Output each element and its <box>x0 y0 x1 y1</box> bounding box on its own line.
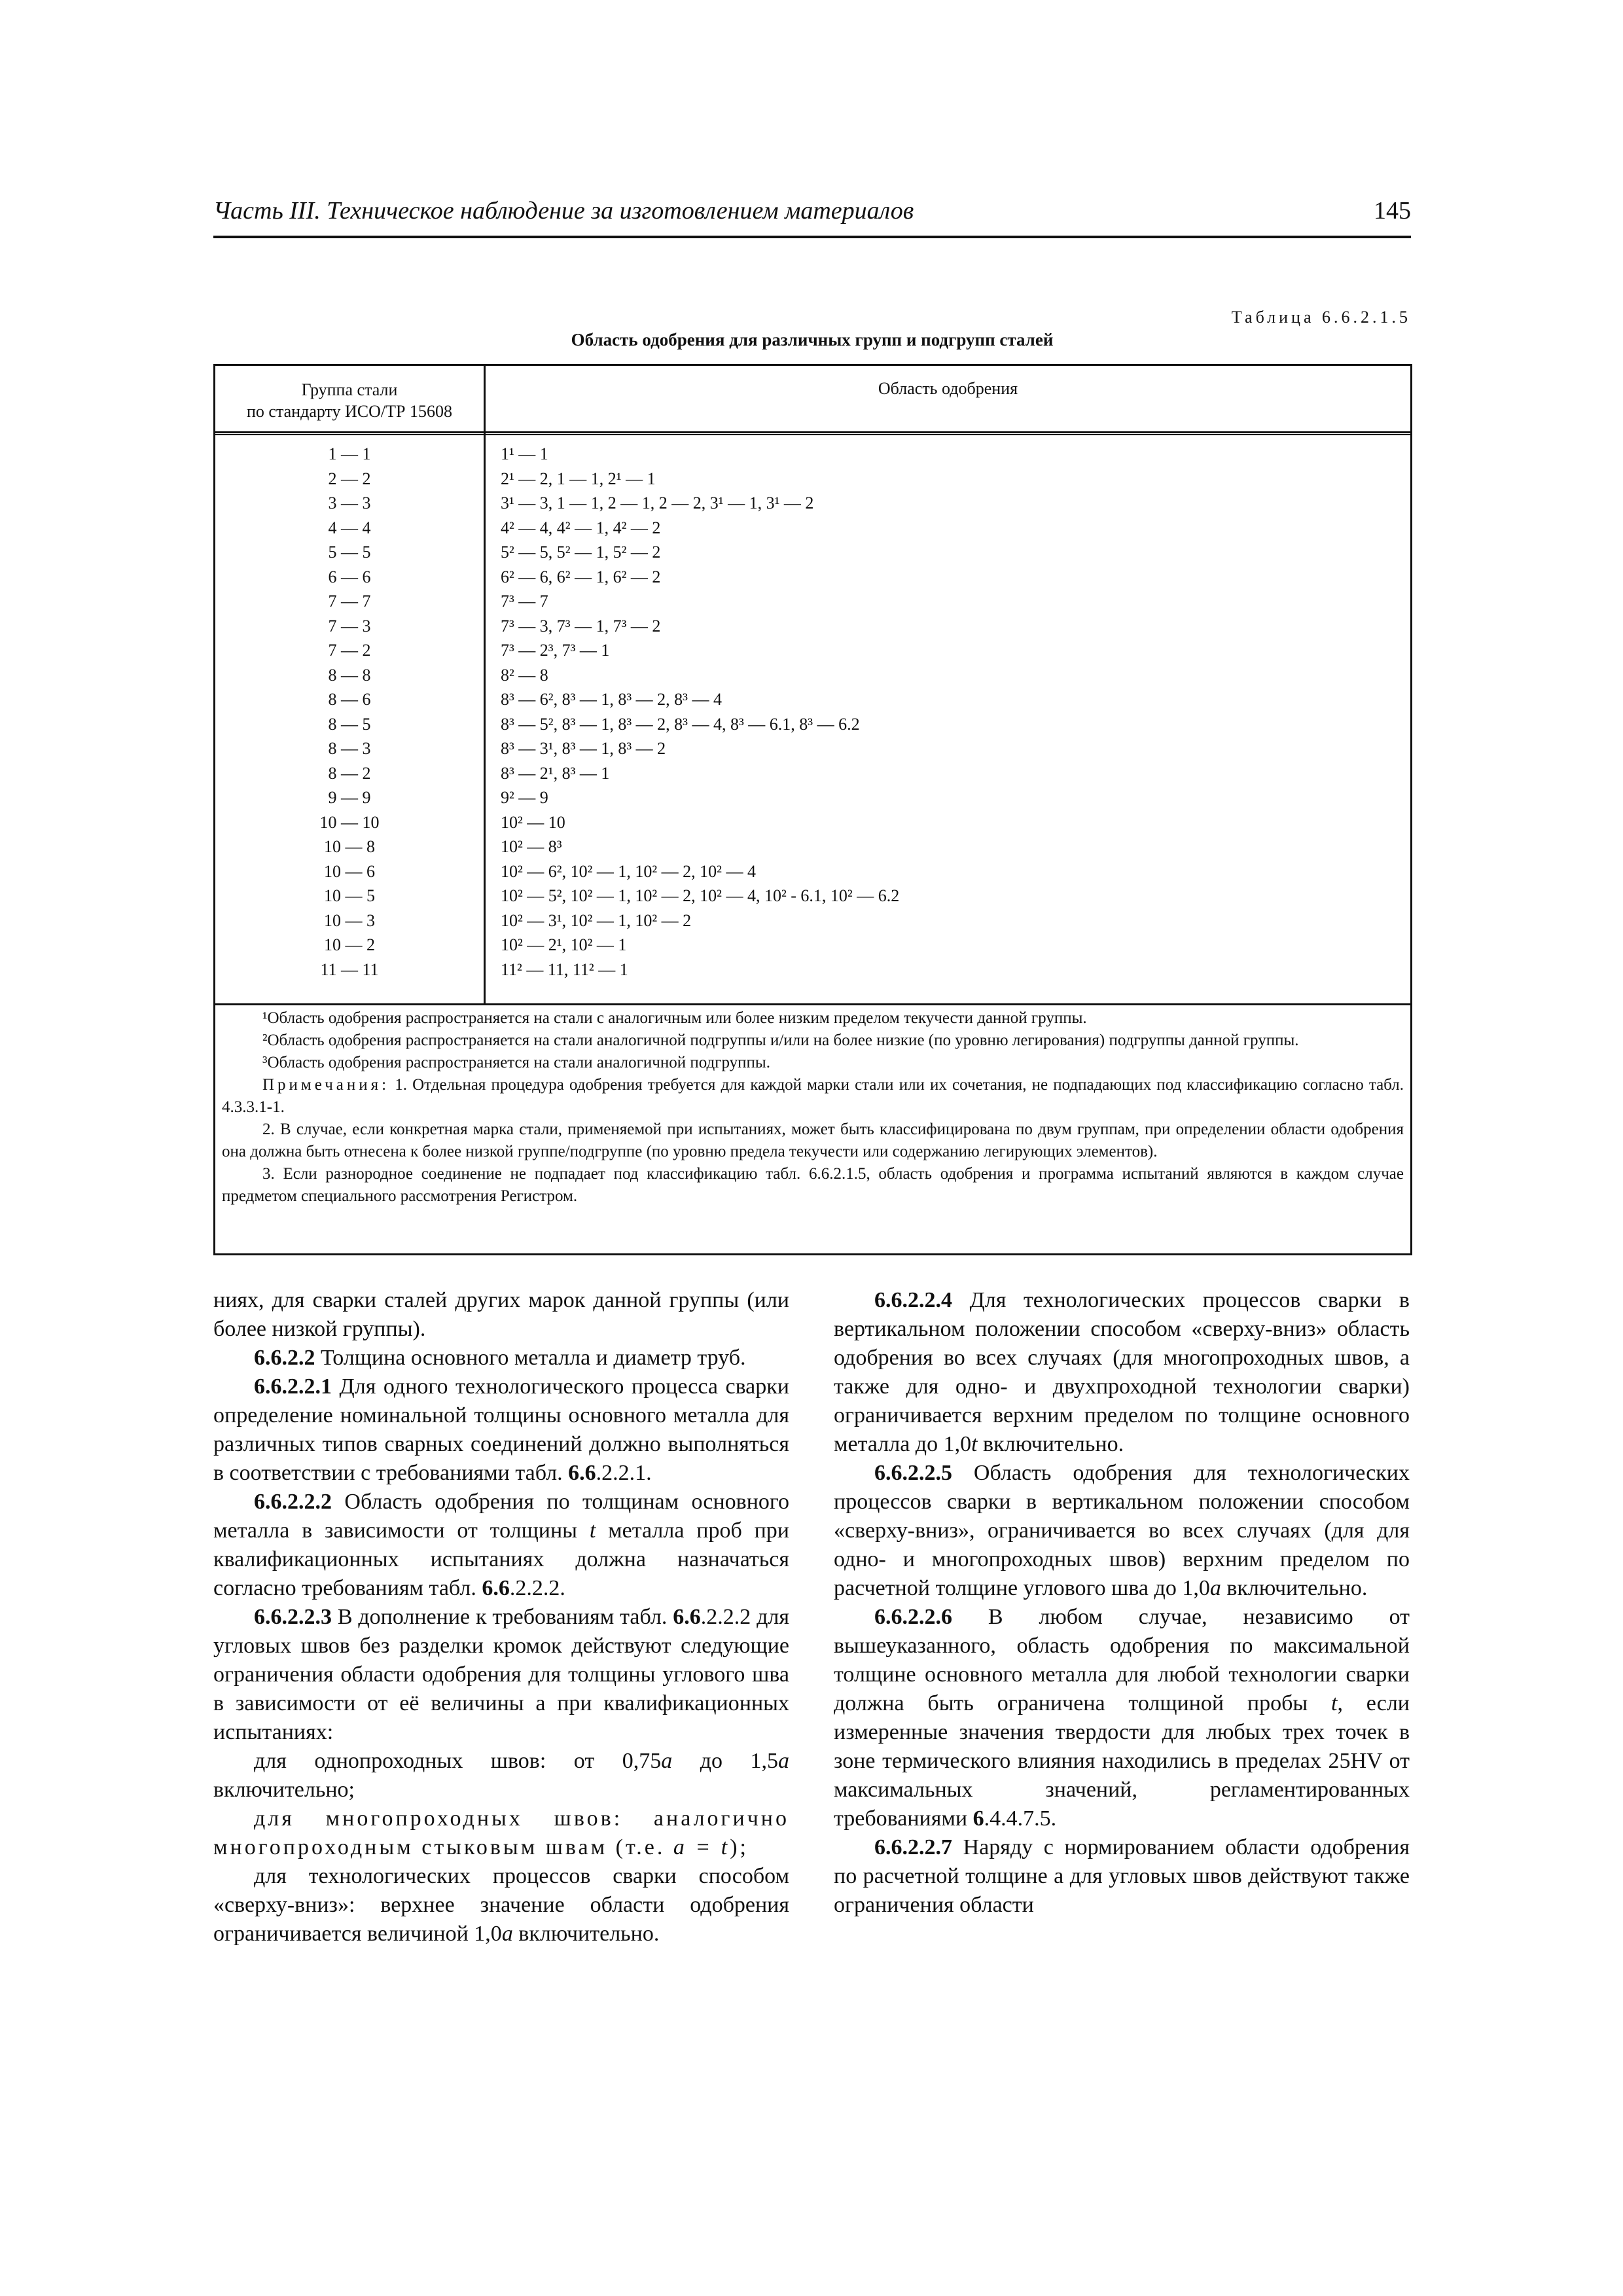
note-2: 2. В случае, если конкретная марка стали, применяемой при испытаниях, может быть классифицирована по двум группам, при определении области одобрения она должна быть отнесена к более низкой группе/подгруппе (по уровню предела текучести или содержанию легирующих элементов). <box>222 1121 1404 1160</box>
table-row <box>215 933 1410 958</box>
group-cell: 8 — 5 <box>328 714 371 734</box>
clause-number: 6.6.2.2 <box>254 1346 315 1370</box>
header-divider <box>215 431 1410 433</box>
area-cell: 7³ — 7 <box>501 592 548 611</box>
area-cell: 1¹ — 1 <box>501 444 548 463</box>
table-row <box>215 958 1410 982</box>
group-cell: 2 — 2 <box>328 469 371 488</box>
note-1: Примечания: 1. Отдельная процедура одобрения требуется для каждой марки стали или их сочетания, не подпадающих под классификацию согласно табл. 4.3.3.1-1. <box>222 1076 1404 1116</box>
area-cell: 10² — 6², 10² — 1, 10² — 2, 10² — 4 <box>501 861 756 881</box>
area-cell: 6² — 6, 6² — 1, 6² — 2 <box>501 567 661 586</box>
area-cell: 8³ — 5², 8³ — 1, 8³ — 2, 8³ — 4, 8³ — 6.1, 8³ — 6.2 <box>501 714 860 734</box>
table-footnotes <box>222 1007 1404 1208</box>
footnote-1: ¹Область одобрения распространяется на стали с аналогичным или более низким пределом текучести данной группы. <box>262 1009 1087 1027</box>
note-3: 3. Если разнородное соединение не подпадает под классификацию табл. 6.6.2.1.5, область одобрения и программа испытаний являются в каждом случае предметом специального рассмотрения Регистром. <box>222 1165 1404 1205</box>
area-cell: 3¹ — 3, 1 — 1, 2 — 1, 2 — 2, 3¹ — 1, 3¹ — 2 <box>501 493 814 512</box>
table-row <box>215 638 1410 663</box>
group-cell: 1 — 1 <box>328 444 371 463</box>
group-cell: 7 — 7 <box>328 592 371 611</box>
page-header <box>213 196 1411 238</box>
table-body <box>215 442 1410 982</box>
group-cell: 8 — 3 <box>328 739 371 758</box>
table-row <box>215 810 1410 835</box>
group-cell: 10 — 3 <box>324 910 375 930</box>
group-cell: 8 — 2 <box>328 763 371 783</box>
table-row <box>215 736 1410 761</box>
area-cell: 10² — 8³ <box>501 837 562 856</box>
page-number: 145 <box>1374 197 1411 224</box>
group-cell: 9 — 9 <box>328 788 371 807</box>
area-cell: 2¹ — 2, 1 — 1, 2¹ — 1 <box>501 469 656 488</box>
group-cell: 5 — 5 <box>328 543 371 562</box>
clause-number: 6.6.2.2.7 <box>874 1835 952 1859</box>
paragraph: 6.6.2.2.1 Для одного технологического процесса сварки определение номинальной толщины основного металла для различных типов сварных соединений должно выполняться в соответствии с требованиями табл. 6.6.2.2.1. <box>213 1374 789 1485</box>
area-cell: 8² — 8 <box>501 665 548 685</box>
group-cell: 11 — 11 <box>320 960 379 979</box>
group-cell: 10 — 5 <box>324 886 375 905</box>
table-row <box>215 663 1410 688</box>
paragraph: 6.6.2.2.3 В дополнение к требованиям табл. 6.6.2.2.2 для угловых швов без разделки кромок действуют следующие ограничения области одобрения для толщины углового шва в зависимости от её величины а при квалификационных испытаниях: <box>213 1605 790 1744</box>
paragraph: 6.6.2.2 Толщина основного металла и диаметр труб. <box>254 1346 746 1370</box>
area-cell: 11² — 11, 11² — 1 <box>501 960 628 979</box>
group-cell: 3 — 3 <box>328 493 371 512</box>
area-cell: 8³ — 6², 8³ — 1, 8³ — 2, 8³ — 4 <box>501 690 722 709</box>
group-cell: 4 — 4 <box>328 518 371 537</box>
table-row <box>215 565 1410 590</box>
clause-number: 6.6.2.2.4 <box>874 1288 952 1312</box>
area-cell: 10² — 10 <box>501 812 565 832</box>
text-column-right <box>834 1286 1410 1920</box>
group-cell: 10 — 2 <box>324 935 375 954</box>
header-divider-double <box>215 434 1410 435</box>
paragraph: 6.6.2.2.5 Область одобрения для технологических процессов сварки в вертикальном положении способом «сверху-вниз», ограничивается во всех случаях (для для одно- и многопроходных швов) верхним пределом по расчетной толщине углового шва до 1,0a включительно. <box>834 1461 1410 1600</box>
table-row <box>215 540 1410 565</box>
table-row <box>215 712 1410 737</box>
group-cell: 10 — 6 <box>324 861 375 881</box>
table-row <box>215 614 1410 639</box>
clause-number: 6.6.2.2.2 <box>254 1490 332 1514</box>
column-header-area: Область одобрения <box>878 379 1018 398</box>
area-cell: 7³ — 2³, 7³ — 1 <box>501 641 610 660</box>
group-cell: 7 — 3 <box>328 616 371 636</box>
group-cell: 6 — 6 <box>328 567 371 586</box>
running-title: Часть III. Техническое наблюдение за изготовлением материалов <box>213 197 914 224</box>
table-row <box>215 834 1410 859</box>
paragraph: ниях, для сварки сталей других марок данной группы (или более низкой группы). <box>213 1288 789 1341</box>
clause-number: 6.6.2.2.6 <box>874 1605 952 1629</box>
table-row <box>215 589 1410 614</box>
notes-label: Примечания: <box>262 1076 390 1094</box>
table-caption: Область одобрения для различных групп и подгрупп сталей <box>571 330 1054 350</box>
paragraph: 6.6.2.2.2 Область одобрения по толщинам основного металла в зависимости от толщины t металла проб при квалификационных испытаниях должна назначаться согласно требованиям табл. 6.6.2.2.2. <box>213 1490 789 1600</box>
area-cell: 4² — 4, 4² — 1, 4² — 2 <box>501 518 661 537</box>
clause-number: 6.6.2.2.5 <box>874 1461 952 1485</box>
area-cell: 9² — 9 <box>501 788 548 807</box>
clause-number: 6.6.2.2.3 <box>254 1605 332 1629</box>
footnote-divider <box>215 1003 1410 1005</box>
paragraph: 6.6.2.2.6 В любом случае, независимо от вышеуказанного, область одобрения по максимальной толщине основного металла для любой технологии сварки должна быть ограничена толщиной пробы t, если измеренные значения твердости для любых трех точек в зоне термического влияния находились в пределах 25HV от максимальных значений, регламентированных требованиями 6.4.4.7.5. <box>834 1605 1410 1831</box>
table-row <box>215 908 1410 933</box>
area-cell: 10² — 3¹, 10² — 1, 10² — 2 <box>501 910 692 930</box>
paragraph: 6.6.2.2.7 Наряду с нормированием области одобрения по расчетной толщине a для угловых швов действуют также ограничения области <box>834 1835 1410 1917</box>
paragraph: для многопроходных швов: аналогично многопроходным стыковым швам (т.е. a = t); <box>213 1806 789 1859</box>
group-cell: 10 — 8 <box>324 837 375 856</box>
table-row <box>215 859 1410 884</box>
area-cell: 10² — 5², 10² — 1, 10² — 2, 10² — 4, 10² - 6.1, 10² — 6.2 <box>501 886 900 905</box>
area-cell: 5² — 5, 5² — 1, 5² — 2 <box>501 543 661 562</box>
paragraph: для однопроходных швов: от 0,75a до 1,5a включительно; <box>213 1749 789 1802</box>
group-cell: 8 — 6 <box>328 690 371 709</box>
area-cell: 8³ — 3¹, 8³ — 1, 8³ — 2 <box>501 739 666 758</box>
table-number: Таблица 6.6.2.1.5 <box>1231 308 1411 327</box>
footnote-3: ³Область одобрения распространяется на стали аналогичной подгруппы. <box>262 1054 770 1071</box>
table-row <box>215 884 1410 908</box>
table-row <box>215 516 1410 541</box>
footnote-2: ²Область одобрения распространяется на стали аналогичной подгруппы и/или на более низкие (по уровню легирования) подгруппы данной группы. <box>262 1031 1299 1049</box>
text-column-left <box>213 1286 789 1948</box>
group-cell: 10 — 10 <box>319 812 380 832</box>
table-row <box>215 442 1410 467</box>
group-cell: 7 — 2 <box>328 641 371 660</box>
area-cell: 7³ — 3, 7³ — 1, 7³ — 2 <box>501 616 661 636</box>
area-cell: 8³ — 2¹, 8³ — 1 <box>501 763 610 783</box>
table-row <box>215 785 1410 810</box>
table-row <box>215 761 1410 786</box>
paragraph: 6.6.2.2.4 Для технологических процессов сварки в вертикальном положении способом «сверху-вниз» область одобрения во всех случаях (для многопроходных швов, а также для одно- и двухпроходной технологии сварки) ограничивается верхним пределом по толщине основного металла до 1,0t включительно. <box>834 1288 1410 1456</box>
area-cell: 10² — 2¹, 10² — 1 <box>501 935 627 954</box>
paragraph: для технологических процессов сварки способом «сверху-вниз»: верхнее значение области одобрения ограничивается величиной 1,0a включительно. <box>213 1864 789 1946</box>
column-header-group: Группа стали по стандарту ИСО/ТР 15608 <box>247 380 452 421</box>
table-row <box>215 687 1410 712</box>
table-row <box>215 491 1410 516</box>
table-row <box>215 467 1410 492</box>
group-cell: 8 — 8 <box>328 665 371 685</box>
approval-table <box>213 364 1412 1255</box>
clause-number: 6.6.2.2.1 <box>254 1374 332 1399</box>
